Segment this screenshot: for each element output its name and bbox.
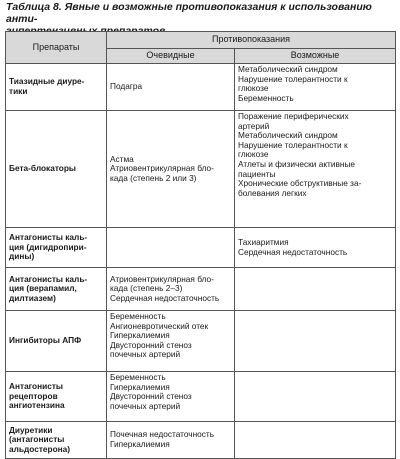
obvious-line: Атриовентрикулярная бло- — [110, 273, 214, 284]
obvious-line: када (степень 2 или 3) — [110, 172, 197, 183]
obvious-line: Двусторонний стеноз — [110, 391, 192, 402]
obvious-line: Гиперкалиемия — [110, 330, 170, 341]
table-row — [6, 372, 396, 422]
possible-line: Беременность — [238, 92, 294, 103]
header-drugs: Препараты — [6, 32, 107, 64]
table-row — [6, 228, 396, 268]
possible-cell — [235, 268, 396, 311]
drug-line: Ингибиторы АПФ — [9, 335, 82, 346]
drug-line: Бета-блокаторы — [9, 163, 76, 174]
drug-cell — [6, 111, 107, 228]
obvious-cell — [107, 64, 235, 111]
possible-cell — [235, 422, 396, 459]
possible-line: Сердечная недостаточность — [238, 246, 348, 257]
table-row — [6, 311, 396, 372]
possible-line: болевания легких — [238, 187, 307, 198]
obvious-line: Подагра — [110, 81, 143, 92]
drug-line: Тиазидные диуре- — [9, 76, 85, 87]
possible-cell — [235, 311, 396, 372]
contraindications-table — [5, 31, 396, 459]
obvious-line: Атриовентрикулярная бло- — [110, 163, 214, 174]
possible-line: артерий — [238, 120, 270, 131]
table-row — [6, 268, 396, 311]
possible-line: пациенты — [238, 168, 276, 179]
possible-line: Метаболический синдром — [238, 130, 338, 141]
drug-line: дилтиазем) — [9, 292, 56, 303]
obvious-cell — [107, 372, 235, 422]
drug-cell — [6, 311, 107, 372]
possible-line: Тахиаритмия — [238, 236, 289, 247]
obvious-cell — [107, 228, 235, 268]
obvious-line: Гиперкалиемия — [110, 381, 170, 392]
obvious-line: Беременность — [110, 311, 166, 321]
possible-cell — [235, 372, 396, 422]
possible-line: Хронические обструктивные за- — [238, 178, 362, 189]
obvious-line: Ангионевротический отек — [110, 320, 209, 331]
drug-line: (антагонисты — [9, 434, 65, 445]
table-row — [6, 111, 396, 228]
header-contraindications: Противопоказания — [107, 32, 396, 49]
obvious-line: почечных артерий — [110, 400, 181, 411]
drug-line: Антагонисты каль- — [9, 232, 88, 243]
drug-cell — [6, 372, 107, 422]
drug-line: рецепторов — [9, 390, 58, 401]
possible-line: глюкозе — [238, 83, 269, 94]
possible-line: Атлеты и физически активные — [238, 158, 356, 169]
drug-line: дины) — [9, 251, 35, 262]
obvious-line: почечных артерий — [110, 349, 181, 360]
header-obvious: Очевидные — [107, 49, 235, 64]
drug-line: тики — [9, 86, 28, 96]
obvious-line: Сердечная недостаточность — [110, 292, 220, 303]
drug-cell — [6, 268, 107, 311]
obvious-cell — [107, 111, 235, 228]
drug-line: Антагонисты — [9, 381, 63, 392]
obvious-line: Астма — [110, 153, 134, 164]
drug-cell — [6, 422, 107, 459]
drug-line: ция (верапамил, — [9, 283, 77, 294]
possible-cell — [235, 64, 396, 111]
header-possible: Возможные — [235, 49, 396, 64]
possible-cell — [235, 111, 396, 228]
possible-line: Нарушение толерантности к — [238, 139, 348, 150]
table-row — [6, 422, 396, 459]
obvious-line: Почечная недостаточность — [110, 429, 215, 440]
obvious-line: Беременность — [110, 372, 166, 382]
table-body — [6, 64, 396, 459]
drug-cell — [6, 228, 107, 268]
caption-line-1: Таблица 8. Явные и возможные противопоказания к использованию анти- — [6, 1, 372, 25]
possible-line: глюкозе — [238, 149, 269, 160]
drug-cell — [6, 64, 107, 111]
possible-line: Нарушение толерантности к — [238, 73, 348, 84]
drug-line: ангиотензина — [9, 400, 65, 411]
obvious-cell — [107, 311, 235, 372]
drug-line: Диуретики — [9, 424, 53, 435]
drug-line: альдостерона) — [9, 443, 71, 454]
obvious-line: када (степень 2–3) — [110, 283, 183, 294]
obvious-cell — [107, 268, 235, 311]
possible-line: Поражение периферических — [238, 111, 349, 121]
obvious-line: Гиперкалиемия — [110, 439, 170, 449]
possible-cell — [235, 228, 396, 268]
obvious-cell — [107, 422, 235, 459]
obvious-line: Двусторонний стеноз — [110, 339, 192, 350]
table-row — [6, 64, 396, 111]
drug-line: Антагонисты каль- — [9, 273, 88, 284]
possible-line: Метаболический синдром — [238, 64, 338, 74]
drug-line: ция (дигидропири- — [9, 241, 87, 252]
